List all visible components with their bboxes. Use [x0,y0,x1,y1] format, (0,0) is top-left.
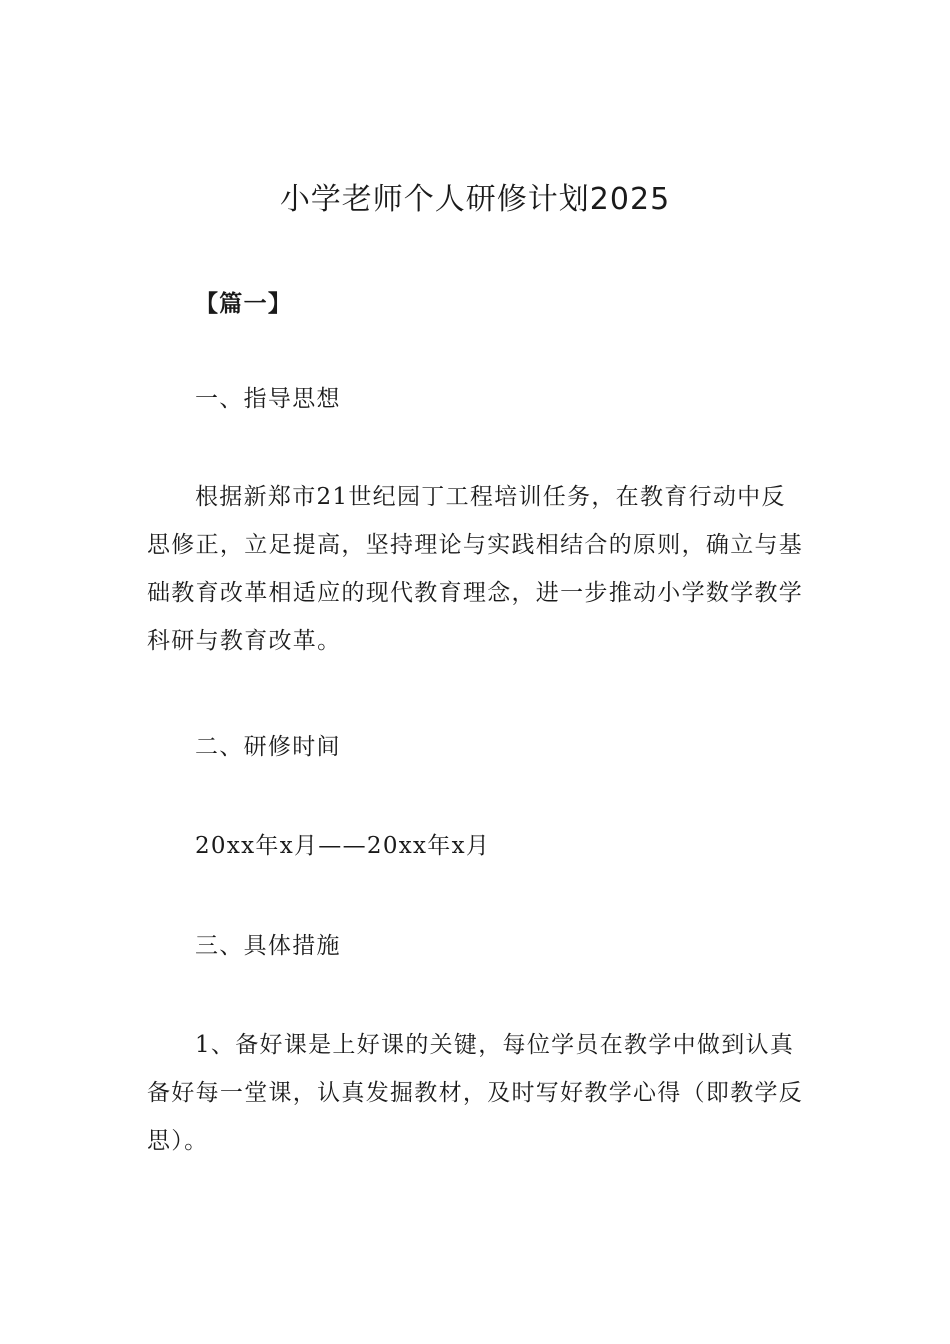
heading-specific-measures: 三、具体措施 [195,933,341,959]
study-time-range: 20xx年x月——20xx年x月 [195,833,491,859]
document-title: 小学老师个人研修计划2025 [279,182,671,217]
paragraph-measure-1: 1、备好课是上好课的关键，每位学员在教学中做到认真备好每一堂课，认真发掘教材，及时写好教学心得（即教学反思）。 [147,1032,804,1154]
paragraph-guiding-ideology: 根据新郑市21世纪园丁工程培训任务，在教育行动中反思修正，立足提高，坚持理论与实践相结合的原则，确立与基础教育改革相适应的现代教育理念，进一步推动小学数学教学科研与教育改革。 [147,484,804,654]
heading-study-time: 二、研修时间 [195,734,341,760]
section-label: 【篇一】 [195,290,293,317]
heading-guiding-ideology: 一、指导思想 [195,386,341,412]
